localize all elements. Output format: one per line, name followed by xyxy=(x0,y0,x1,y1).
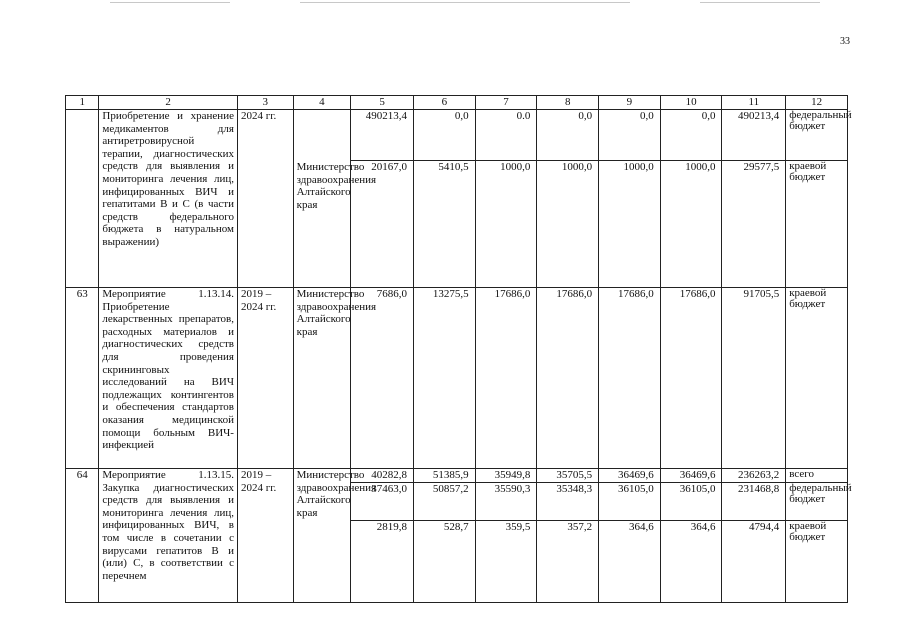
header-cell: 9 xyxy=(599,96,661,110)
value-cell: 35949,8 xyxy=(475,469,537,483)
period-cell: 2019 – 2024 гг. xyxy=(237,469,293,603)
header-cell: 7 xyxy=(475,96,537,110)
value-cell: 17686,0 xyxy=(475,288,537,469)
value-cell: 36105,0 xyxy=(660,482,722,520)
value-cell: 17686,0 xyxy=(660,288,722,469)
header-cell: 10 xyxy=(660,96,722,110)
executor-cell xyxy=(293,110,377,288)
value-cell: 0,0 xyxy=(537,110,599,161)
activity-description: Мероприятие 1.13.14. Приобретение лекарственных препаратов, расходных материалов и диагностических средств для проведения скрининговых исследований на ВИЧ подлежащих контингентов и обеспечения стандартов оказания медицинской помощи больным ВИЧ-инфекцией xyxy=(99,288,238,469)
header-cell: 5 xyxy=(351,96,414,110)
executor-cell: Министерство здравоохранения Алтайского края xyxy=(293,469,351,603)
value-cell: 17686,0 xyxy=(537,288,599,469)
value-cell: 17686,0 xyxy=(599,288,661,469)
value-cell: 51385,9 xyxy=(413,469,475,483)
total-cell: 236263,2 xyxy=(722,469,786,483)
scan-artifact xyxy=(700,2,820,3)
activity-description: Мероприятие 1.13.15. Закупка диагностических средств для выявления и мониторинга лечения лиц, инфицированных ВИЧ, в том числе в сочетании с вирусами гепатитов В и (или) С, в соответствии с перечнем xyxy=(99,469,238,603)
value-cell: 13275,5 xyxy=(413,288,475,469)
value-cell: 37463,0 xyxy=(351,482,414,520)
value-cell: 0,0 xyxy=(413,110,475,161)
value-cell: 0,0 xyxy=(599,110,661,161)
value-cell: 364,6 xyxy=(599,520,661,602)
funding-source-cell: краевой бюджет xyxy=(786,288,848,469)
value-cell: 20167,0 xyxy=(351,161,414,288)
table-header-row xyxy=(66,96,848,110)
value-cell: 1000,0 xyxy=(475,161,537,288)
value-cell: 1000,0 xyxy=(599,161,661,288)
activity-description: Приобретение и хранение медикаментов для антиретровирусной терапии, диагностических средств для выявления и мониторинга лечения лиц, инфицированных ВИЧ и гепатитами В и С (в части средств федерального бюджета в натуральном выражении) xyxy=(99,110,238,288)
value-cell: 5410,5 xyxy=(413,161,475,288)
value-cell: 1000,0 xyxy=(537,161,599,288)
value-cell: 357,2 xyxy=(537,520,599,602)
total-cell: 29577,5 xyxy=(722,161,786,288)
value-cell: 364,6 xyxy=(660,520,722,602)
value-cell: 0.0 xyxy=(475,110,537,161)
period-cell: 2019 – 2024 гг. xyxy=(237,288,293,469)
header-cell: 1 xyxy=(66,96,99,110)
funding-source-cell: федеральный бюджет xyxy=(786,482,848,520)
value-cell: 36105,0 xyxy=(599,482,661,520)
scan-artifact xyxy=(300,2,630,3)
total-cell: 490213,4 xyxy=(722,110,786,161)
row-number-cell: 63 xyxy=(66,288,99,469)
header-cell: 8 xyxy=(537,96,599,110)
total-cell: 231468,8 xyxy=(722,482,786,520)
value-cell: 1000,0 xyxy=(660,161,722,288)
total-cell: 4794,4 xyxy=(722,520,786,602)
total-cell: 91705,5 xyxy=(722,288,786,469)
value-cell: 0,0 xyxy=(660,110,722,161)
executor-text: Министерство здравоохранения Алтайского края xyxy=(296,161,377,211)
program-table xyxy=(65,95,852,603)
funding-source-cell: краевой бюджет xyxy=(786,520,848,602)
page-number: 33 xyxy=(840,36,850,47)
value-cell: 40282,8 xyxy=(351,469,414,483)
value-cell: 36469,6 xyxy=(599,469,661,483)
funding-source-cell: всего xyxy=(786,469,848,483)
scan-artifact xyxy=(110,2,230,3)
header-cell: 3 xyxy=(237,96,293,110)
value-cell: 490213,4 xyxy=(351,110,414,161)
funding-source-cell: федеральный бюджет xyxy=(786,110,848,161)
header-cell: 6 xyxy=(413,96,475,110)
row-number-cell: 64 xyxy=(66,469,99,603)
value-cell: 359,5 xyxy=(475,520,537,602)
value-cell: 528,7 xyxy=(413,520,475,602)
row-number-cell xyxy=(66,110,99,288)
executor-cell: Министерство здравоохранения Алтайского края xyxy=(293,288,351,469)
table-row xyxy=(66,110,848,161)
value-cell: 7686,0 xyxy=(351,288,414,469)
value-cell: 50857,2 xyxy=(413,482,475,520)
value-cell: 35705,5 xyxy=(537,469,599,483)
value-cell: 36469,6 xyxy=(660,469,722,483)
value-cell: 2819,8 xyxy=(351,520,414,602)
table-row xyxy=(66,469,848,483)
table-row xyxy=(66,288,848,469)
funding-source-cell: краевой бюджет xyxy=(786,161,848,288)
period-cell: 2024 гг. xyxy=(237,110,293,288)
header-cell: 12 xyxy=(786,96,848,110)
header-cell: 4 xyxy=(293,96,351,110)
value-cell: 35348,3 xyxy=(537,482,599,520)
header-cell: 11 xyxy=(722,96,786,110)
header-cell: 2 xyxy=(99,96,238,110)
value-cell: 35590,3 xyxy=(475,482,537,520)
